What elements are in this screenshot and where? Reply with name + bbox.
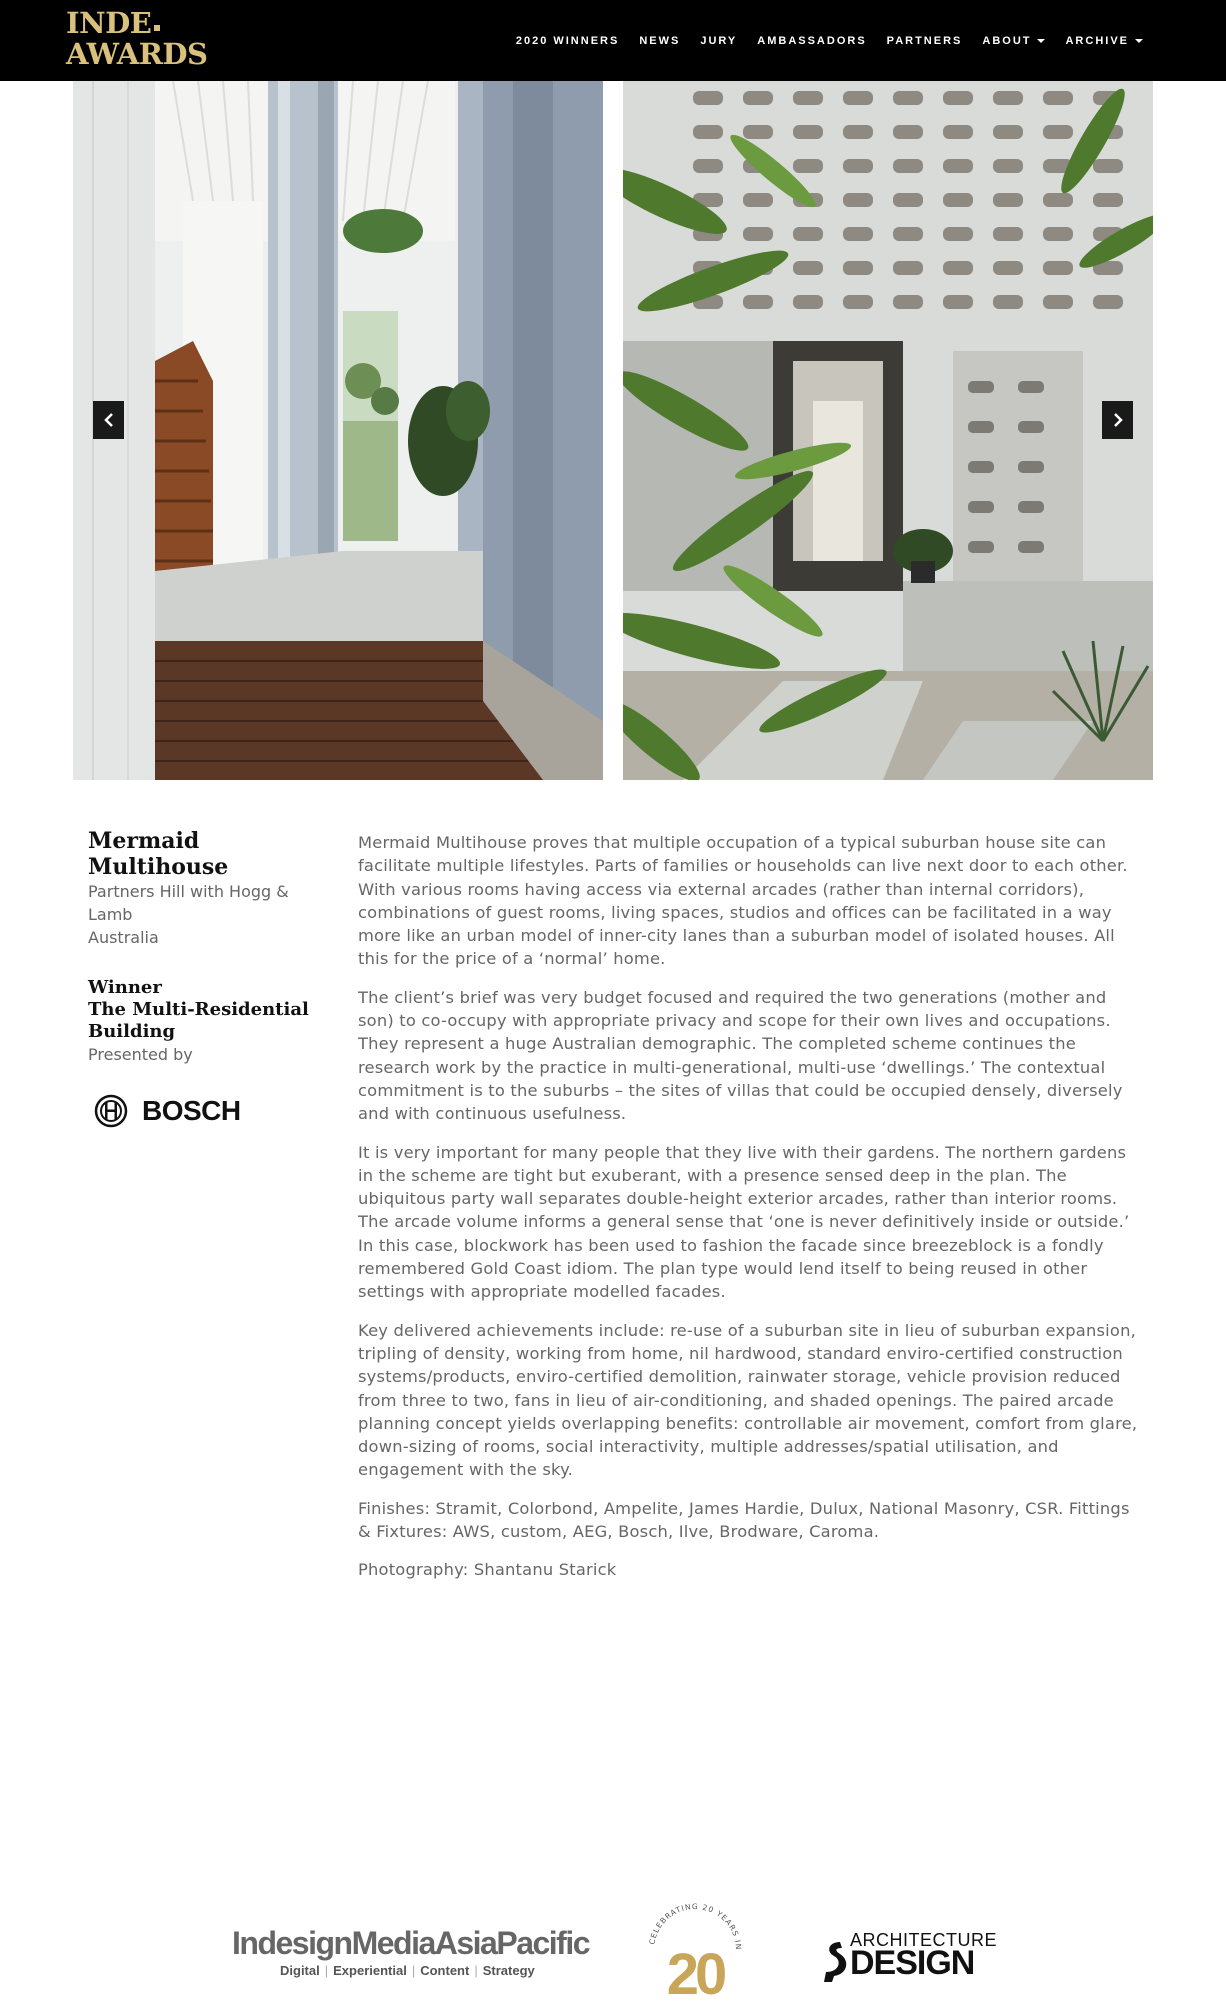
logo-text-line1: INDE [66,6,152,40]
chevron-left-icon [102,412,116,428]
sponsor-name: BOSCH [142,1095,241,1126]
tagline-item: Digital [280,1963,320,1978]
tagline-item: Strategy [482,1963,535,1978]
site-header [0,0,1226,81]
carousel-next-button[interactable] [1102,401,1133,439]
nav-news[interactable] [628,35,689,47]
presented-by-label: Presented by [88,1045,193,1064]
indesign-media-logo[interactable] [232,1925,592,1978]
architecture-design-small: ARCHITECTURE [850,1930,998,1950]
photography-credit: Photography: Shantanu Starick [358,1560,617,1580]
nav-label: PARTNERS [886,34,963,47]
tagline-item: Experiential [333,1963,407,1978]
logo-text-line2: AWARDS [66,37,208,71]
breezeblock-garden-photo [623,81,1153,780]
nav-partners[interactable] [876,35,972,47]
inde-awards-logo[interactable] [66,8,216,72]
bosch-logo[interactable] [94,1094,328,1128]
caret-down-icon [1135,39,1143,43]
project-sidebar [88,828,328,1128]
description-paragraph: Finishes: Stramit, Colorbond, Ampelite, James Hardie, Dulux, National Masonry, CSR. Fittings & Fixtures: AWS, custom, AEG, Bosch, Ilve, Brodware, Caroma. [358,1498,1130,1542]
nav-label: NEWS [639,34,681,47]
celebrating-number: 20 [666,1942,724,1998]
nav-jury[interactable] [689,35,746,47]
nav-ambassadors[interactable] [746,35,875,47]
nav-label: AMBASSADORS [757,34,867,47]
main-nav [505,0,1152,81]
celebrating-20-badge [640,1898,750,1998]
description-paragraph: It is very important for many people that they live with their gardens. The northern gardens in the scheme are tight but exuberant, with a presence sensed deep in the plan. The ubiquitous party wall separates double-height exterior arcades, rather than interior rooms. The arcade volume informs a general sense that ‘one is never definitively inside or outside.’ In this case, blockwork has been used to fashion the facade since breezeblock is a fondly remembered Gold Coast idiom. The plan type would lend itself to being reused in other settings with appropriate modelled facades. [358,1142,1130,1302]
description-paragraph: Mermaid Multihouse proves that multiple occupation of a typical suburban house site can facilitate multiple lifestyles. Parts of families or households can live next door to each other. With various rooms having access via external arcades (rather than internal corridors), combinations of guest rooms, living spaces, studios and offices can be facilitated in a way more like an urban model of inner-city lanes than a suburban model of isolated houses. All this for the price of a ‘normal’ home. [358,833,1128,969]
project-title: Mermaid Multihouse [88,828,229,880]
nav-archive-dropdown[interactable] [1054,35,1152,47]
project-architect: Partners Hill with Hogg & Lamb [88,882,289,924]
project-description [358,831,1138,1597]
nav-2020-winners[interactable] [505,35,628,47]
logo-dot [154,25,160,31]
indesign-media-tagline: Digital | Experiential | Content | Strategy [280,1963,535,1978]
tagline-item: Content [420,1963,470,1978]
celebrating-20-years-logo[interactable] [640,1898,750,1998]
carousel-prev-button[interactable] [93,401,124,439]
project-country: Australia [88,928,159,947]
architecture-design-big: DESIGN [850,1944,975,1982]
nav-label: JURY [700,34,738,47]
architecture-design-mark-icon [818,1938,852,1988]
bosch-armature-icon [94,1094,128,1128]
nav-label: 2020 WINNERS [515,34,620,47]
celebrating-text: CELEBRATING 20 YEARS IN [647,1901,744,1951]
indesign-media-wordmark: IndesignMediaAsiaPacific [232,1925,590,1961]
chevron-right-icon [1111,412,1125,428]
interior-corridor-photo [73,81,603,780]
description-paragraph: The client’s brief was very budget focused and required the two generations (mother and son) to co-occupy with appropriate privacy and scope for their own lives and occupations. They represent a huge Australian demographic. The completed scheme continues the research work by the practice in multi-generational, multi-use ‘dwellings.’ The contextual commitment is to the suburbs – the sites of villas that could be occupied densely, diversely and with continuous usefulness. [358,987,1123,1124]
nav-label: ABOUT [982,34,1032,47]
award-status: Winner [88,977,162,998]
award-category: The Multi-Residential Building [88,999,309,1042]
caret-down-icon [1037,39,1045,43]
description-paragraph: Key delivered achievements include: re-use of a suburban site in lieu of suburban expansion, tripling of density, working from home, nil hardwood, standard enviro-certified construction systems/products, enviro-certified demolition, rainwater storage, vehicle provision reduced from three to two, fans in lieu of air-conditioning, and shaded openings. The paired arcade planning concept yields overlapping benefits: controllable air movement, comfort from glare, down-sizing of rooms, social interactivity, multiple addresses/spatial utilisation, and engagement with the sky. [358,1320,1138,1480]
architecture-design-logo[interactable] [818,1930,1008,1990]
nav-about-dropdown[interactable] [971,35,1054,47]
image-carousel[interactable] [73,81,1153,780]
nav-label: ARCHIVE [1065,34,1129,47]
